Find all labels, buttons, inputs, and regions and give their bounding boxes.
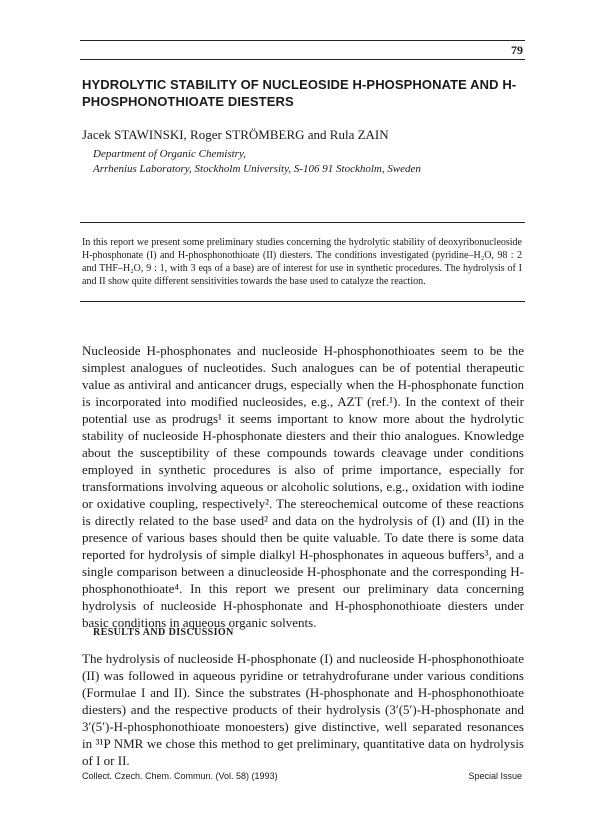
footer-citation: Collect. Czech. Chem. Commun. (Vol. 58) (1993) [82, 771, 278, 781]
paper-title: HYDROLYTIC STABILITY OF NUCLEOSIDE H-PHOSPHONATE AND H-PHOSPHONOTHIOATE DIESTERS [82, 77, 517, 109]
affiliation-line-2: Arrhenius Laboratory, Stockholm University, S-106 91 Stockholm, Sweden [93, 163, 421, 175]
authors: Jacek STAWINSKI, Roger STRÖMBERG and Rula ZAIN [82, 127, 389, 142]
abstract: In this report we present some preliminary studies concerning the hydrolytic stability of deoxyribonucleoside H-phosphonate (I) and H-phosphonothioate (II) diesters. The conditions investigated (pyridine–H₂O, 98 : 2 and THF–H₂O, 9 : 1, with 3 eqs of a base) are of interest for use in synthetic procedures. The hydrolysis of I and II show quite different sensitivities towards the base used to catalyze the reaction. [82, 237, 522, 287]
top-rule [80, 40, 525, 41]
footer-issue: Special Issue [468, 771, 522, 781]
header-rule [80, 59, 525, 60]
affiliation [93, 147, 421, 177]
section-heading: RESULTS AND DISCUSSION [93, 627, 234, 638]
body-paragraph-1: Nucleoside H-phosphonates and nucleoside H-phosphonothioates seem to be the simplest analogues of nucleotides. Such analogues can be of potential therapeutic value as antiviral and anticancer drugs, especially when the H-phosphonate function is incorporated into modified nucleosides, e.g., AZT (ref.¹). In the context of their potential use as prodrugs¹ it seems important to know more about the hydrolytic stability of nucleoside H-phosphonate diesters and their thio analogues. Knowledge about the susceptibility of these compounds towards cleavage under conditions employed in synthetic procedures is also of prime importance, especially for transformations involving aqueous or alcoholic solutions, e.g., oxidation with iodine or oxidative coupling, respectively². The stereochemical outcome of these reactions is directly related to the base used² and data on the hydrolysis of (I) and (II) in the presence of various bases should then be quite valuable. To date there is some data reported for hydrolysis of simple dialkyl H-phosphonates in aqueous buffers³, and a single comparison between a dinucleoside H-phosphonate and the corresponding H-phosphonothioate⁴. In this report we present our preliminary data concerning hydrolysis of nucleoside H-phosphonate and H-phosphonothioate diesters under basic conditions in aqueous organic solvents. [82, 343, 524, 630]
affiliation-line-1: Department of Organic Chemistry, [93, 148, 246, 160]
abstract-rule-bottom [80, 301, 525, 302]
body-paragraph-2: The hydrolysis of nucleoside H-phosphonate (I) and nucleoside H-phosphonothioate (II) was followed in aqueous pyridine or tetrahydrofurane under various conditions (Formulae I and II). Since the substrates (H-phosphonate and H-phosphonothioate diesters) and the respective products of their hydrolysis (3′(5′)-H-phosphonate and 3′(5′)-H-phosphonothioate monoesters) give distinctive, well separated resonances in ³¹P NMR we chose this method to get preliminary, quantitative data on hydrolysis of I or II. [82, 651, 524, 768]
page-number: 79 [511, 43, 523, 57]
abstract-rule-top [80, 222, 525, 223]
